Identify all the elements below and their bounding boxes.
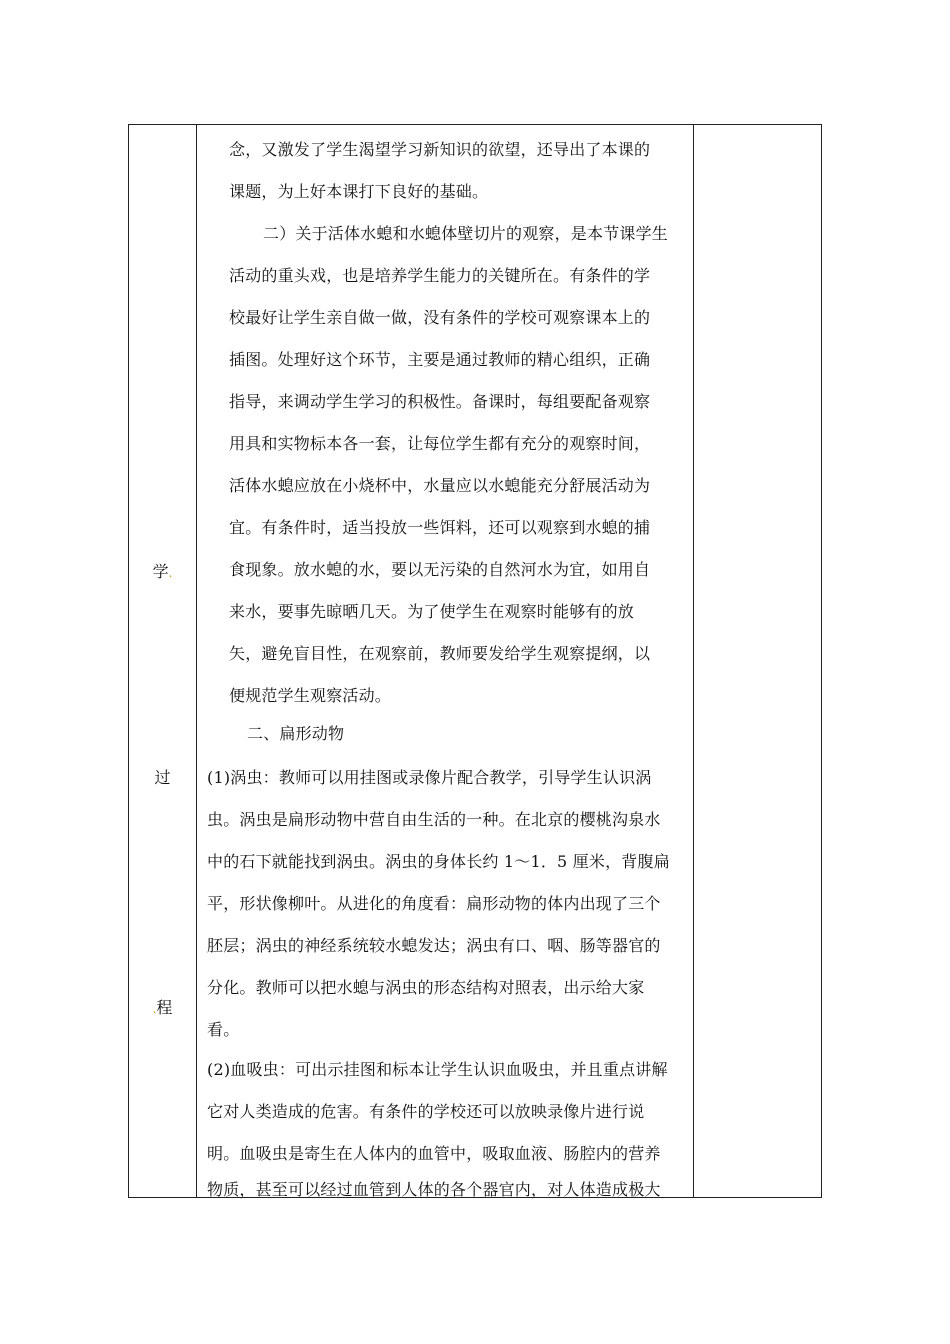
text-line: 课题，为上好本课打下良好的基础。: [229, 182, 489, 201]
text-line: 插图。处理好这个环节，主要是通过教师的精心组织，正确: [229, 350, 651, 369]
text-line: 分化。教师可以把水螅与涡虫的形态结构对照表，出示给大家: [207, 978, 645, 997]
side-label-xue: 学.: [152, 562, 173, 581]
text-line: (1)涡虫：教师可以用挂图或录像片配合教学，引导学生认识涡: [207, 768, 652, 787]
text-line: 活体水螅应放在小烧杯中，水量应以水螅能充分舒展活动为: [229, 476, 651, 495]
text-line: 念，又激发了学生渴望学习新知识的欲望，还导出了本课的: [229, 140, 651, 159]
text-line: 看。: [207, 1020, 240, 1039]
text-line: 矢，避免盲目性，在观察前，教师要发给学生观察提纲，以: [229, 644, 651, 663]
text-line: 虫。涡虫是扁形动物中营自由生活的一种。在北京的樱桃沟泉水: [207, 810, 661, 829]
text-line: 活动的重头戏，也是培养学生能力的关键所在。有条件的学: [229, 266, 651, 285]
text-line: 指导，来调动学生学习的积极性。备课时，每组要配备观察: [229, 392, 651, 411]
text-line: 胚层；涡虫的神经系统较水螅发达；涡虫有口、咽、肠等器官的: [207, 936, 661, 955]
column-divider-left: [196, 125, 197, 1197]
text-line: 来水，要事先晾晒几天。为了使学生在观察时能够有的放: [229, 602, 635, 621]
text-line: 平，形状像柳叶。从进化的角度看：扁形动物的体内出现了三个: [207, 894, 661, 913]
section-heading: 二、扁形动物: [247, 724, 345, 743]
lesson-table: [128, 124, 822, 1198]
text-line: 校最好让学生亲自做一做，没有条件的学校可观察课本上的: [229, 308, 651, 327]
text-line: 便规范学生观察活动。: [229, 686, 392, 705]
text-line: 宜。有条件时，适当投放一些饵料，还可以观察到水螅的捕: [229, 518, 651, 537]
side-label-guo: 过: [154, 768, 171, 787]
side-label-cheng: .程: [152, 998, 173, 1017]
text-line: 它对人类造成的危害。有条件的学校还可以放映录像片进行说: [207, 1102, 645, 1121]
text-line: 明。血吸虫是寄生在人体内的血管中，吸取血液、肠腔内的营养: [207, 1144, 661, 1163]
text-line: 食现象。放水螅的水，要以无污染的自然河水为宜，如用自: [229, 560, 651, 579]
text-line: 用具和实物标本各一套，让每位学生都有充分的观察时间，: [229, 434, 651, 453]
text-line: (2)血吸虫：可出示挂图和标本让学生认识血吸虫，并且重点讲解: [207, 1060, 668, 1079]
column-divider-right: [693, 125, 694, 1197]
text-line: 二）关于活体水螅和水螅体壁切片的观察，是本节课学生: [263, 224, 669, 243]
text-line: 中的石下就能找到涡虫。涡虫的身体长约 1～1．5 厘米，背腹扁: [207, 852, 670, 871]
text-line: 物质，甚至可以经过血管到人体的各个器官内，对人体造成极大: [207, 1180, 661, 1199]
